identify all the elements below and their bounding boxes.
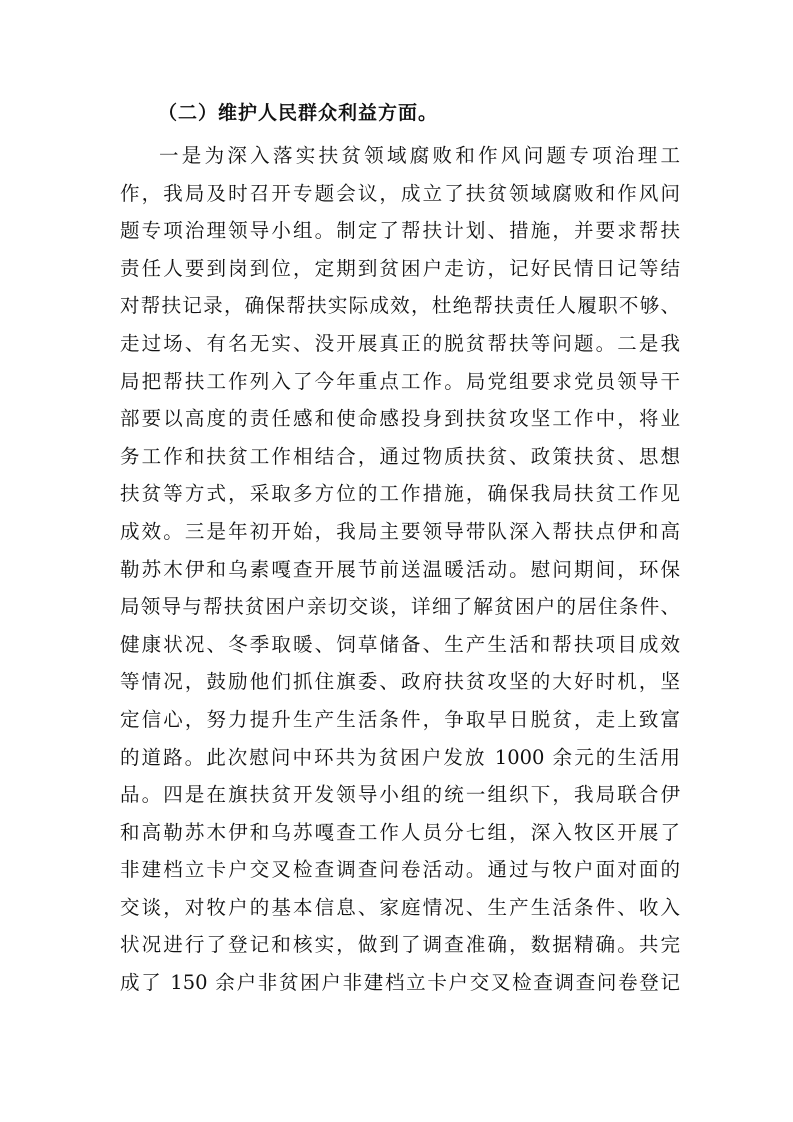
text-line: 部要以高度的责任感和使命感投身到扶贫攻坚工作中，将业 — [120, 407, 680, 431]
section-heading: （二）维护人民群众利益方面。 — [158, 102, 439, 124]
text-line: 局把帮扶工作列入了今年重点工作。局党组要求党员领导干 — [120, 369, 680, 393]
text-line: 状况进行了登记和核实，做到了调查准确，数据精确。共完 — [120, 933, 680, 957]
text-line: 定信心，努力提升生产生活条件，争取早日脱贫，走上致富 — [120, 707, 680, 731]
text-line: 对帮扶记录，确保帮扶实际成效，杜绝帮扶责任人履职不够、 — [120, 294, 680, 318]
text-line: 作，我局及时召开专题会议，成立了扶贫领域腐败和作风问 — [120, 181, 680, 205]
text-line: 健康状况、冬季取暖、饲草储备、生产生活和帮扶项目成效 — [120, 632, 680, 656]
text-line: 走过场、有名无实、没开展真正的脱贫帮扶等问题。二是我 — [120, 331, 680, 355]
text-line: 等情况，鼓励他们抓住旗委、政府扶贫攻坚的大好时机，坚 — [120, 670, 680, 694]
text-line: 务工作和扶贫工作相结合，通过物质扶贫、政策扶贫、思想 — [120, 444, 680, 468]
text-line: 成了 150 余户非贫困户非建档立卡户交叉检查调查问卷登记 — [120, 971, 680, 995]
text-line: 非建档立卡户交叉检查调查问卷活动。通过与牧户面对面的 — [120, 858, 680, 882]
text-line: 交谈，对牧户的基本信息、家庭情况、生产生活条件、收入 — [120, 895, 680, 919]
text-line: 和高勒苏木伊和乌苏嘎查工作人员分七组，深入牧区开展了 — [120, 820, 680, 844]
text-line: 一是为深入落实扶贫领域腐败和作风问题专项治理工 — [159, 144, 680, 167]
text-line: 成效。三是年初开始，我局主要领导带队深入帮扶点伊和高 — [120, 519, 680, 543]
body-paragraph — [120, 137, 680, 1002]
text-line: 局领导与帮扶贫困户亲切交谈，详细了解贫困户的居住条件、 — [120, 595, 680, 619]
text-line: 的道路。此次慰问中环共为贫困户发放 1000 余元的生活用 — [120, 745, 680, 769]
text-line: 品。四是在旗扶贫开发领导小组的统一组织下，我局联合伊 — [120, 783, 680, 807]
text-line: 扶贫等方式，采取多方位的工作措施，确保我局扶贫工作见 — [120, 482, 680, 506]
text-line: 责任人要到岗到位，定期到贫困户走访，记好民情日记等结 — [120, 256, 680, 280]
text-line: 题专项治理领导小组。制定了帮扶计划、措施，并要求帮扶 — [120, 219, 680, 243]
text-line: 勒苏木伊和乌素嘎查开展节前送温暖活动。慰问期间，环保 — [120, 557, 680, 581]
